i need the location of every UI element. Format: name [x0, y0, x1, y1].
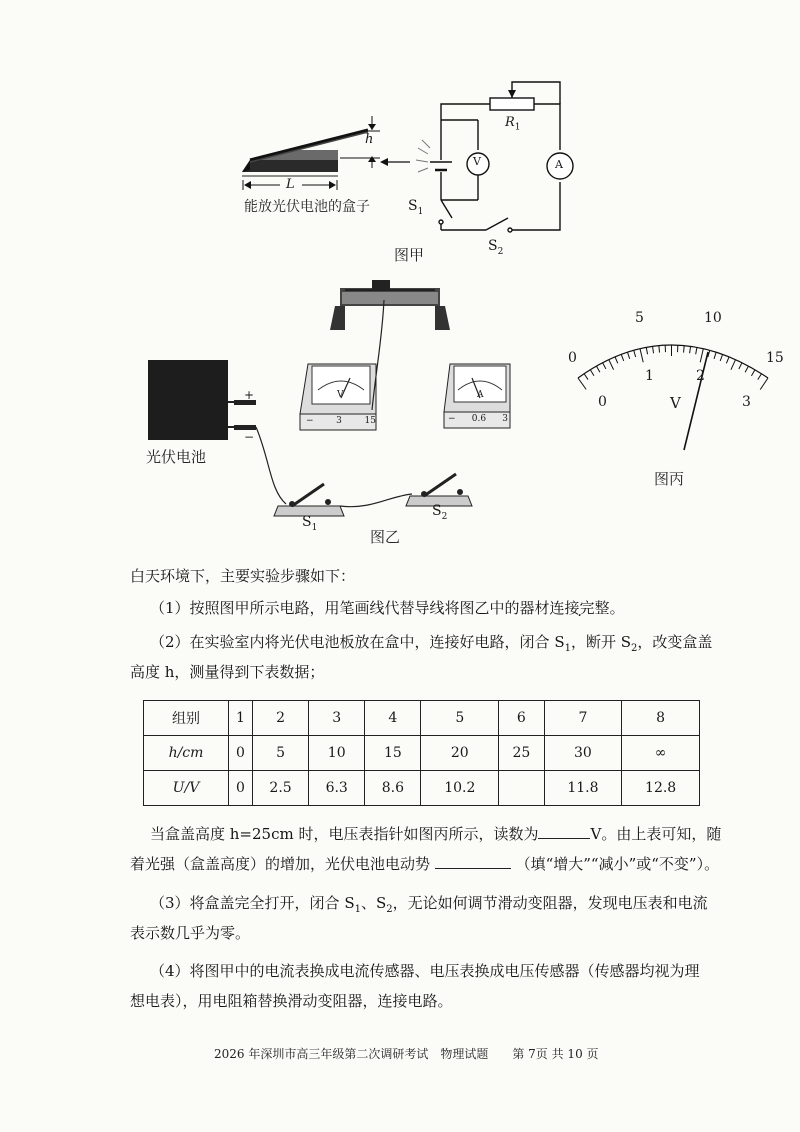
- inner-scale-3: 3: [742, 394, 751, 410]
- table-cell: 15: [365, 736, 421, 771]
- meter-ticks: [578, 345, 768, 390]
- data-table: [143, 700, 700, 806]
- table-row-label: 组别: [144, 701, 229, 736]
- table-cell: ∞: [622, 736, 700, 771]
- table-cell: 5: [252, 736, 308, 771]
- table-row-label: h/cm: [144, 736, 229, 771]
- outer-scale-0: 0: [568, 350, 577, 366]
- rheostat-drawing: [330, 280, 450, 330]
- meter-tick: [640, 349, 643, 363]
- caption-jia: 图甲: [394, 246, 425, 264]
- inner-scale-2: 2: [696, 368, 705, 384]
- meter-tick: [627, 352, 629, 359]
- step-4-line2: 想电表），用电阻箱替换滑动变阻器，连接电路。: [130, 992, 453, 1010]
- step-2-line1: （2）在实验室内将光伏电池板放在盒中，连接好电路，闭合 $S_1$，断开 $S_2$，改变盒盖: [150, 633, 713, 654]
- pv-box-drawing: [242, 130, 368, 176]
- step-1: （1）按照图甲所示电路，用笔画线代替导线将图乙中的器材连接完整。: [150, 599, 625, 617]
- meter-tick: [745, 366, 748, 372]
- meter-tick: [621, 354, 623, 361]
- table-cell: 6.3: [309, 771, 365, 806]
- S1-label-yi: $S_1$: [302, 514, 318, 533]
- meter-pointer: [684, 352, 708, 450]
- table-cell: 30: [544, 736, 622, 771]
- question-line2: 着光强（盒盖高度）的增加，光伏电池电动势 （填“增大”“减小”或“不变”）。: [130, 852, 719, 875]
- meter-tick: [615, 357, 618, 363]
- table-cell: [499, 771, 544, 806]
- table-cell: 6: [499, 701, 544, 736]
- S2-label-jia: $S_2$: [488, 238, 504, 257]
- meter-tick: [758, 374, 762, 380]
- meter-tick: [760, 378, 768, 390]
- S1-label-jia: $S_1$: [408, 198, 424, 217]
- step-3-line2: 表示数几乎为零。: [130, 924, 251, 942]
- switch-s2-drawing: [406, 474, 472, 506]
- meter-unit: V: [670, 394, 681, 412]
- pv-cell-drawing: [148, 360, 228, 440]
- meter-tick: [596, 366, 599, 372]
- outer-scale-10: 10: [704, 310, 722, 326]
- table-cell: 5: [421, 701, 499, 736]
- step-3-line1: （3）将盒盖完全打开，闭合 $S_1$、$S_2$，无论如何调节滑动变阻器，发现电压表和电流: [150, 894, 708, 915]
- table-cell: 0: [229, 771, 253, 806]
- meter-tick: [603, 363, 606, 369]
- table-cell: 8: [622, 701, 700, 736]
- figure-jia: [0, 0, 800, 280]
- table-row-label: U/V: [144, 771, 229, 806]
- light-rays: [416, 140, 430, 172]
- outer-scale-5: 5: [635, 310, 644, 326]
- meter-tick: [684, 346, 685, 353]
- meter-tick: [590, 370, 594, 376]
- table-cell: 12.8: [622, 771, 700, 806]
- pv-label: 光伏电池: [146, 448, 207, 466]
- step-4-line1: （4）将图甲中的电流表换成电流传感器、电压表换成电压传感器（传感器均视为理: [150, 962, 700, 980]
- meter-tick: [634, 350, 636, 357]
- meter-tick: [690, 346, 691, 353]
- inner-scale-1: 1: [645, 368, 654, 384]
- answer-blank-2[interactable]: [435, 852, 511, 869]
- caption-yi: 图乙: [370, 528, 401, 546]
- meter-tick: [578, 378, 586, 389]
- figure-bing-meter: [560, 300, 800, 460]
- table-cell: 10.2: [421, 771, 499, 806]
- table-cell: 10: [309, 736, 365, 771]
- voltmeter-terminals: − 3 15: [306, 416, 376, 426]
- table-cell: 8.6: [365, 771, 421, 806]
- table-cell: 11.8: [544, 771, 622, 806]
- pv-plus: +: [244, 388, 255, 402]
- ammeter-terminals: − 0.6 3: [448, 414, 508, 424]
- meter-tick: [739, 363, 742, 369]
- answer-blank-1[interactable]: [538, 822, 590, 839]
- table-row: [144, 701, 700, 736]
- meter-tick: [726, 357, 729, 363]
- page-footer: 2026 年深圳市高三年级第二次调研考试 物理试题 第 7页 共 10 页: [214, 1047, 599, 1061]
- table-cell: 2: [252, 701, 308, 736]
- table-cell: 0: [229, 736, 253, 771]
- meter-tick: [584, 374, 588, 380]
- voltmeter-symbol: V: [473, 155, 481, 168]
- table-cell: 7: [544, 701, 622, 736]
- step-2-line2: 高度 h，测量得到下表数据；: [130, 663, 325, 681]
- meter-tick: [653, 346, 654, 353]
- table-cell: 1: [229, 701, 253, 736]
- h-label: h: [365, 132, 374, 147]
- meter-tick: [609, 360, 614, 370]
- switch-s1-drawing: [274, 484, 344, 516]
- table-cell: 2.5: [252, 771, 308, 806]
- circuit-diagram: [430, 82, 573, 232]
- ammeter-symbol: A: [555, 158, 563, 171]
- S2-label-yi: $S_2$: [432, 503, 448, 522]
- table-cell: 25: [499, 736, 544, 771]
- pv-box-label: 能放光伏电池的盒子: [244, 199, 370, 215]
- L-label: L: [286, 177, 295, 192]
- meter-tick: [696, 347, 697, 354]
- R1-label: $R_1$: [505, 115, 521, 133]
- table-cell: 3: [309, 701, 365, 736]
- table-cell: 20: [421, 736, 499, 771]
- question-line1: 当盒盖高度 h=25cm 时，电压表指针如图丙所示，读数为 V。由上表可知，随: [150, 822, 721, 845]
- table-row: [144, 736, 700, 771]
- caption-bing: 图丙: [654, 470, 685, 488]
- voltmeter-letter: V: [337, 390, 344, 400]
- table-cell: 4: [365, 701, 421, 736]
- outer-scale-15: 15: [766, 350, 784, 366]
- dotted-emphasis: 连接完整: [549, 599, 610, 617]
- meter-tick: [714, 352, 716, 359]
- ammeter-letter: A: [477, 390, 484, 400]
- meter-tick: [646, 347, 647, 354]
- meter-tick: [751, 370, 755, 376]
- intro-text: 白天环境下，主要实验步骤如下：: [130, 567, 356, 585]
- inner-scale-0: 0: [598, 394, 607, 410]
- pv-minus: −: [244, 430, 255, 444]
- meter-tick: [731, 360, 736, 370]
- meter-tick: [700, 349, 703, 363]
- meter-tick: [720, 354, 722, 361]
- table-row: [144, 771, 700, 806]
- meter-tick: [659, 346, 660, 353]
